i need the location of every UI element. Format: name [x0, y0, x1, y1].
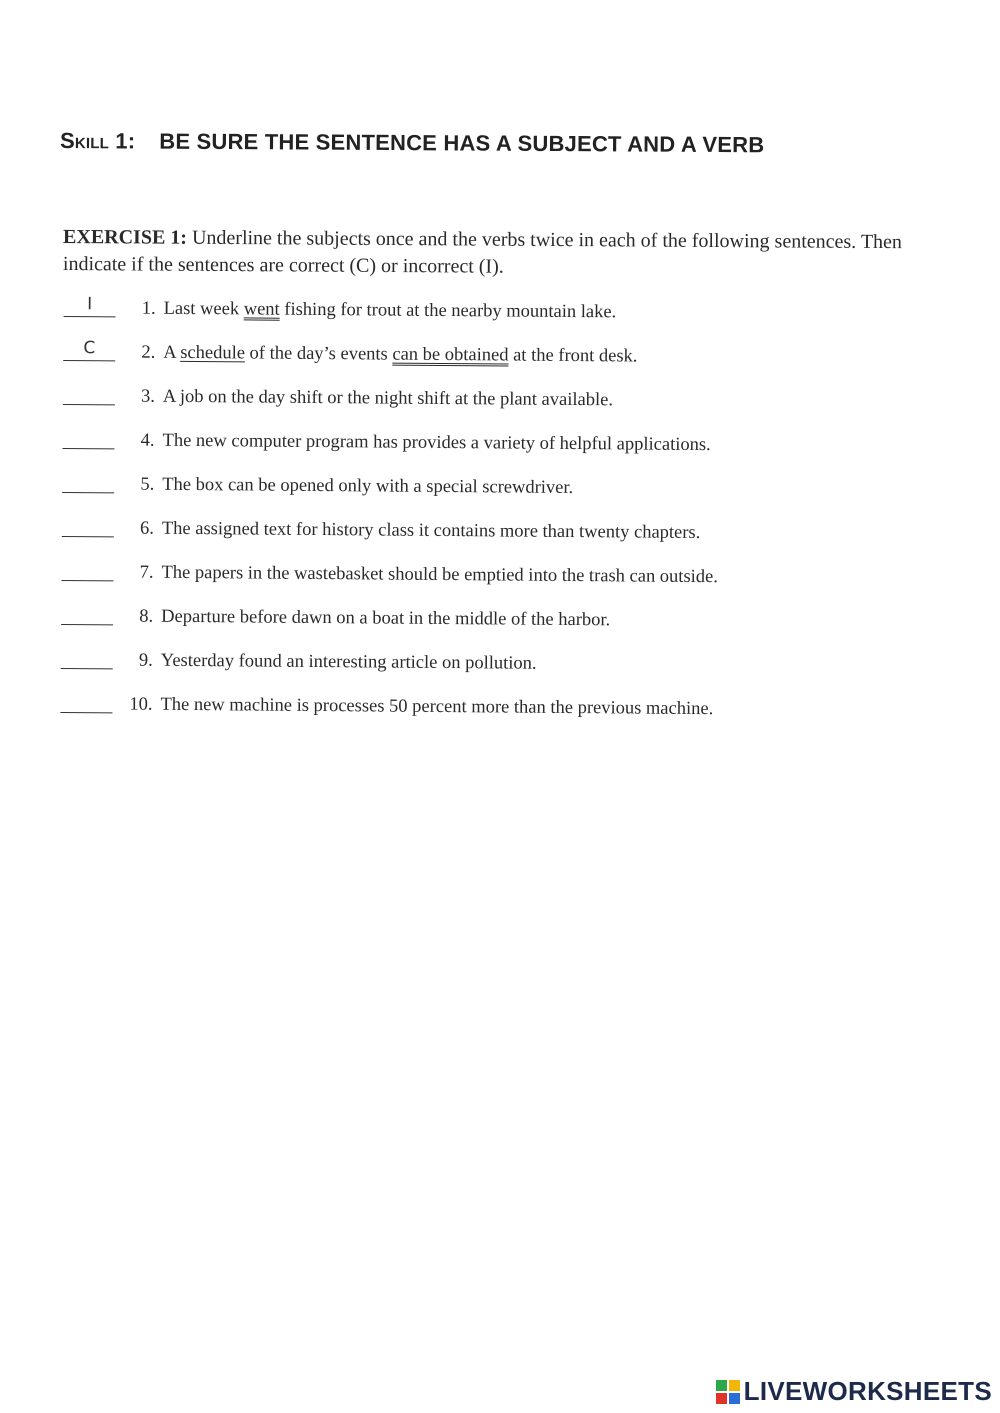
- exercise-instructions: [63, 224, 953, 283]
- logo-square: [716, 1393, 727, 1404]
- sentence-text: The new machine is processes 50 percent more than the previous machine.: [160, 694, 714, 720]
- item-sentence: [161, 561, 718, 589]
- sentence-text: Departure before dawn on a boat in the middle of the harbor.: [161, 606, 611, 631]
- exercise-item: [61, 558, 961, 609]
- answer-blank[interactable]: I: [64, 294, 116, 317]
- answer-blank[interactable]: C: [63, 338, 115, 361]
- sentence-text: of the day’s events: [244, 343, 393, 365]
- item-sentence: [160, 693, 713, 721]
- item-sentence: [161, 649, 537, 676]
- exercise-item: [60, 690, 960, 741]
- exercise-items: [60, 294, 963, 741]
- brand-name: LIVEWORKSHEETS: [743, 1376, 992, 1406]
- verb-underline: can be obtained: [392, 344, 509, 366]
- item-number: 1.: [141, 298, 156, 319]
- sentence-text: Yesterday found an interesting article on pollution.: [160, 650, 537, 674]
- answer-blank[interactable]: [63, 426, 115, 449]
- exercise-item: [61, 646, 961, 697]
- exercise-item: [63, 338, 963, 389]
- sentence-text: The papers in the wastebasket should be emptied into the trash can outside.: [161, 562, 719, 588]
- sentence-text: A: [163, 342, 181, 363]
- exercise-item: [62, 470, 962, 521]
- item-number: 8.: [139, 606, 154, 627]
- answer-blank[interactable]: [61, 558, 113, 581]
- exercise-item: [62, 426, 962, 477]
- answer-blank[interactable]: [62, 514, 114, 537]
- item-number: 5.: [140, 474, 155, 495]
- skill-label: Skill 1:: [59, 128, 136, 154]
- answer-blank[interactable]: [60, 690, 112, 713]
- item-number: 10.: [129, 694, 153, 715]
- answer-blank[interactable]: [61, 602, 113, 625]
- logo-square: [729, 1380, 740, 1391]
- sentence-text: The assigned text for history class it contains more than twenty chapters.: [161, 518, 701, 544]
- item-number: 9.: [138, 650, 153, 671]
- item-sentence: [162, 517, 701, 545]
- logo-square: [729, 1393, 740, 1404]
- item-number: 3.: [140, 386, 156, 407]
- sentence-text: fishing for trout at the nearby mountain lake.: [279, 299, 617, 323]
- item-sentence: [164, 297, 617, 325]
- answer-blank[interactable]: [61, 646, 113, 669]
- exercise-item: [63, 294, 963, 345]
- logo-square: [716, 1380, 727, 1391]
- item-sentence: [163, 385, 613, 413]
- sentence-text: The new computer program has provides a variety of helpful applications.: [162, 430, 711, 456]
- item-sentence: [162, 473, 573, 500]
- item-sentence: [163, 341, 637, 369]
- exercise-item: [62, 514, 962, 565]
- liveworksheets-logo-icon: [716, 1380, 740, 1404]
- sentence-text: at the front desk.: [508, 345, 638, 367]
- sentence-text: A job on the day shift or the night shift at the plant available.: [162, 386, 614, 411]
- page-title: [60, 128, 940, 159]
- item-sentence: [162, 429, 710, 457]
- skill-heading: BE SURE THE SENTENCE HAS A SUBJECT AND A VERB: [159, 128, 765, 158]
- answer-blank[interactable]: [63, 382, 115, 405]
- sentence-text: Last week: [163, 298, 244, 320]
- item-sentence: [161, 605, 610, 633]
- instructions-text: Underline the subjects once and the verbs twice in each of the following sentences. Then indicate if the sentences are correct (C) or incorrect (I).: [62, 226, 903, 278]
- liveworksheets-logo: [716, 1376, 992, 1407]
- exercise-item: [63, 382, 963, 433]
- exercise-item: [61, 602, 961, 653]
- answer-blank[interactable]: [62, 470, 114, 493]
- exercise-label: EXERCISE 1:: [63, 226, 188, 249]
- sentence-text: The box can be opened only with a special screwdriver.: [162, 474, 574, 499]
- item-number: 2.: [141, 342, 156, 363]
- item-number: 6.: [139, 518, 154, 539]
- verb-underline: went: [243, 299, 280, 320]
- item-number: 7.: [139, 562, 154, 583]
- subject-underline: schedule: [180, 342, 246, 364]
- item-number: 4.: [140, 430, 155, 451]
